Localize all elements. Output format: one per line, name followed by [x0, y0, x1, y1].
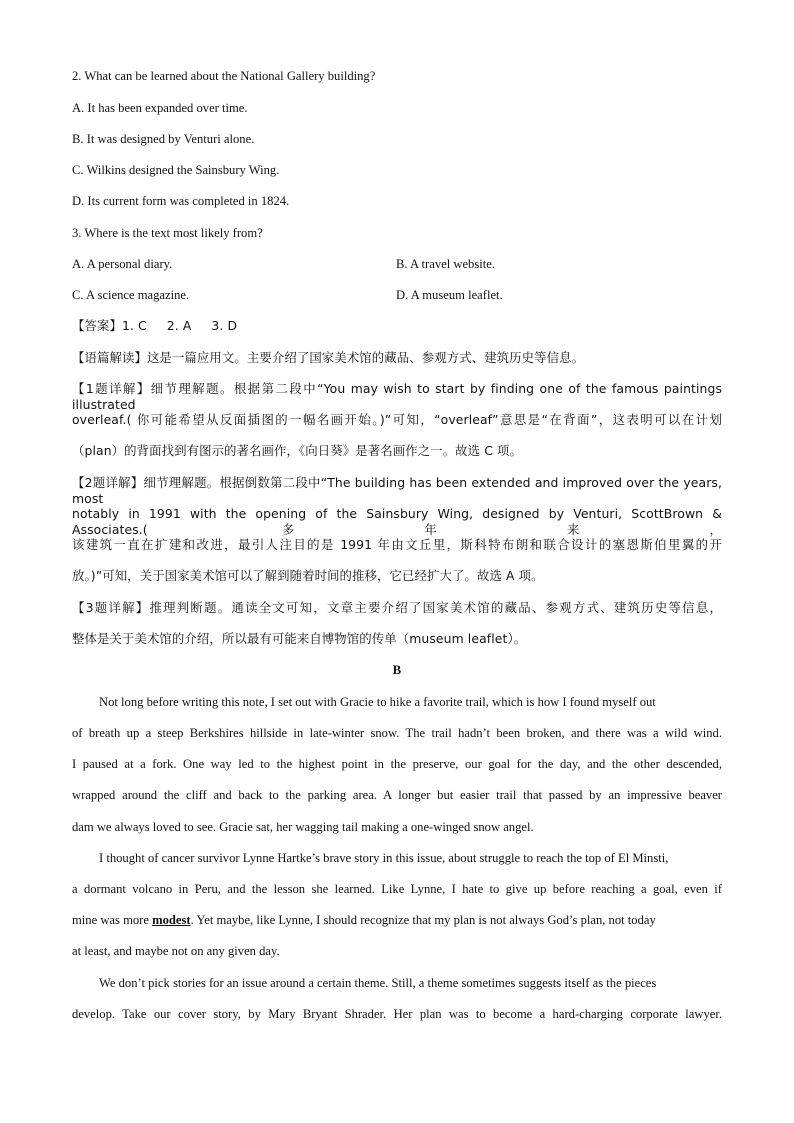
passage-line: at least, and maybe not on any given day.	[72, 944, 280, 958]
passage-text: . Yet maybe, like Lynne, I should recognize that my plan is not always God’s plan, not today	[190, 913, 656, 927]
section-b-heading: B	[392, 663, 402, 677]
q1-explanation-line: （plan）的背面找到有图示的著名画作，《向日葵》是著名画作之一。故选 C 项。	[72, 443, 522, 458]
passage-line	[72, 912, 656, 928]
answer-label: 【答案】	[72, 318, 122, 333]
question-2-option-d: D. Its current form was completed in 1824.	[72, 194, 290, 208]
q2-explanation-line: 【2题详解】细节理解题。根据倒数第二段中“The building has been extended and improved over the years, most	[72, 475, 722, 506]
passage-line: I paused at a fork. One way led to the highest point in the preserve, our goal for the day, and the other descended,	[72, 757, 722, 771]
question-2-stem: 2. What can be learned about the National Gallery building?	[72, 69, 376, 83]
question-2-option-b: B. It was designed by Venturi alone.	[72, 132, 255, 146]
q1-explanation-line: 【1题详解】细节理解题。根据第二段中“You may wish to start by finding one of the famous paintings illustrated	[72, 381, 722, 412]
answer-3: 3. D	[211, 318, 238, 333]
text-analysis: 【语篇解读】这是一篇应用文。主要介绍了国家美术馆的藏品、参观方式、建筑历史等信息。	[72, 350, 585, 365]
question-3-option-a: A. A personal diary.	[72, 257, 173, 271]
question-3-stem: 3. Where is the text most likely from?	[72, 226, 263, 240]
passage-text: mine was more	[72, 913, 153, 927]
answer-key	[72, 318, 237, 334]
passage-line: a dormant volcano in Peru, and the lesson she learned. Like Lynne, I hate to give up before reaching a goal, even if	[72, 882, 722, 896]
q2-explanation-line: 放。)”可知，关于国家美术馆可以了解到随着时间的推移，它已经扩大了。故选 A 项。	[72, 568, 544, 583]
passage-line: of breath up a steep Berkshires hillside in late-winter snow. The trail hadn’t been broken, and there was a wild wind.	[72, 726, 722, 740]
answer-2: 2. A	[166, 318, 192, 333]
passage-line: develop. Take our cover story, by Mary Bryant Shrader. Her plan was to become a hard-charging corporate lawyer.	[72, 1007, 722, 1021]
passage-line: dam we always loved to see. Gracie sat, her wagging tail making a one-winged snow angel.	[72, 820, 534, 834]
q3-explanation-line: 【3题详解】推理判断题。通读全文可知，文章主要介绍了国家美术馆的藏品、参观方式、建筑历史等信息，	[72, 600, 722, 615]
question-2-option-c: C. Wilkins designed the Sainsbury Wing.	[72, 163, 280, 177]
question-2-option-a: A. It has been expanded over time.	[72, 101, 248, 115]
passage-line: Not long before writing this note, I set out with Gracie to hike a favorite trail, which is how I found myself out	[99, 695, 656, 709]
q3-explanation-line: 整体是关于美术馆的介绍，所以最有可能来自博物馆的传单（museum leaflet）。	[72, 631, 527, 646]
passage-line: wrapped around the cliff and back to the parking area. A longer but easier trail that passed by an impressive beaver	[72, 788, 722, 802]
q1-explanation-line: overleaf.( 你可能希望从反面插图的一幅名画开始。)”可知，“overleaf”意思是“在背面”，这表明可以在计划	[72, 412, 722, 427]
question-3-option-b: B. A travel website.	[396, 257, 495, 271]
question-3-option-d: D. A museum leaflet.	[396, 288, 503, 302]
passage-line: We don’t pick stories for an issue around a certain theme. Still, a theme sometimes suggests itself as the pieces	[99, 976, 657, 990]
answer-1: 1. C	[121, 318, 147, 333]
passage-line: I thought of cancer survivor Lynne Hartke’s brave story in this issue, about struggle to reach the top of El Minsti,	[99, 851, 669, 865]
q2-explanation-line: 该建筑一直在扩建和改进，最引人注目的是 1991 年由文丘里，斯科特布朗和联合设计的塞恩斯伯里翼的开	[72, 537, 722, 552]
q2-explanation-line: notably in 1991 with the opening of the Sainsbury Wing, designed by Venturi, ScottBrown & Associates.( 多年来，	[72, 506, 722, 537]
underlined-word-modest: modest	[152, 913, 191, 927]
question-3-option-c: C. A science magazine.	[72, 288, 190, 302]
